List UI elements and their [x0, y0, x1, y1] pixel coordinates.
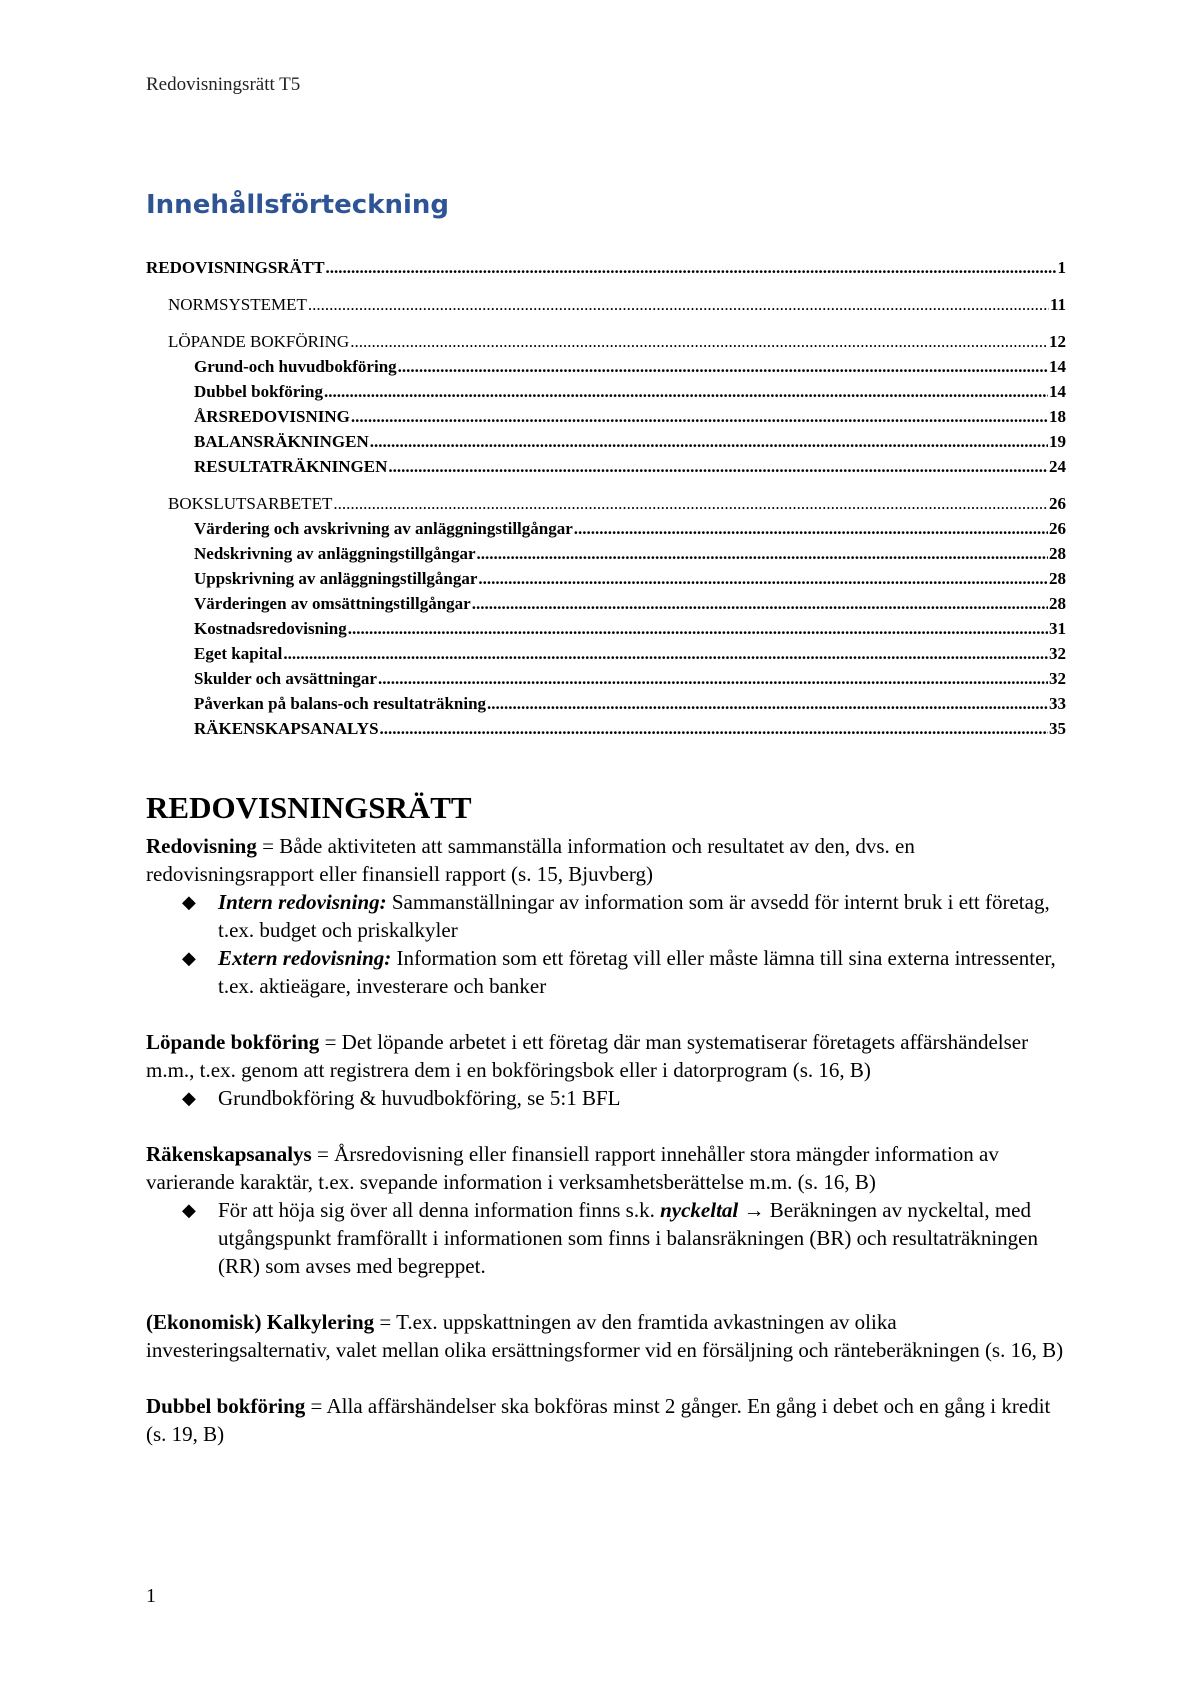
definition-text: = T.ex. uppskattningen av den framtida avkastningen av olika investeringsalternativ, valet mellan olika ersättningsformer vid en försäljning och ränteberäkningen (s. 16, B): [146, 1310, 1064, 1362]
toc-entry-label: Uppskrivning av anläggningstillgångar: [194, 569, 478, 588]
bullet-list: [146, 1196, 1066, 1280]
toc-entry[interactable]: [146, 666, 1066, 691]
document-body: [146, 790, 1066, 1448]
toc-entry[interactable]: [146, 641, 1066, 666]
toc-entry[interactable]: [146, 429, 1066, 454]
toc-entry-label: Värdering och avskrivning av anläggningstillgångar: [194, 519, 573, 538]
toc-entry-label: Skulder och avsättningar: [194, 669, 377, 688]
toc-entry-label: Kostnadsredovisning: [194, 619, 347, 638]
toc-entry-page: 26: [1049, 494, 1066, 513]
toc-entry-label: Värderingen av omsättningstillgångar: [194, 594, 471, 613]
definition-text: = Det löpande arbetet i ett företag där man systematiserar företagets affärshändelser m.m., t.ex. genom att registrera dem i en bokföringsbok eller i datorprogram (s. 16, B): [146, 1030, 1029, 1082]
bullet-text: Grundbokföring & huvudbokföring, se 5:1 BFL: [218, 1086, 621, 1110]
bullet-text: Information som ett företag vill eller måste lämna till sina externa intressenter, t.ex. aktieägare, investerare och banker: [218, 946, 1056, 998]
term: Räkenskapsanalys: [146, 1142, 312, 1166]
toc-entry-label: Nedskrivning av anläggningstillgångar: [194, 544, 476, 563]
diamond-bullet-icon: ◆: [182, 1200, 196, 1220]
toc-entry-page: 24: [1049, 457, 1066, 476]
list-item: [146, 1084, 1066, 1112]
toc-entry-page: 28: [1049, 569, 1066, 588]
definition-text: = Alla affärshändelser ska bokföras minst 2 gånger. En gång i debet och en gång i kredit (s. 19, B): [146, 1394, 1051, 1446]
definition-text: = Årsredovisning eller finansiell rapport innehåller stora mängder information av varierande karaktär, t.ex. svepande information i verksamhetsberättelse m.m. (s. 16, B): [146, 1142, 999, 1194]
list-item: [146, 888, 1066, 944]
section-heading: REDOVISNINGSRÄTT: [146, 790, 472, 825]
toc-entry-page: 28: [1049, 594, 1066, 613]
bullet-text: Beräkningen av nyckeltal, med utgångspunkt framförallt i informationen som finns i balansräkningen (BR) och resultaträkningen (RR) som avses med begreppet.: [218, 1198, 1038, 1278]
arrow-right-icon: →: [738, 1198, 770, 1222]
toc-entry[interactable]: [146, 591, 1066, 616]
diamond-bullet-icon: ◆: [182, 948, 196, 968]
toc-entry[interactable]: [146, 404, 1066, 429]
toc-entry-label: BOKSLUTSARBETET: [168, 494, 333, 513]
toc-entry-label: RÄKENSKAPSANALYS: [194, 719, 379, 738]
toc-entry-page: 19: [1049, 432, 1066, 451]
toc-title: Innehållsförteckning: [146, 190, 449, 220]
definition-kalkylering: [146, 1308, 1066, 1364]
toc-entry-label: LÖPANDE BOKFÖRING: [168, 332, 350, 351]
toc-entry-page: 14: [1049, 382, 1066, 401]
toc-entry-page: 28: [1049, 544, 1066, 563]
toc-entry[interactable]: [146, 354, 1066, 379]
toc-entry[interactable]: [146, 491, 1066, 516]
bullet-text: Sammanställningar av information som är avsedd för internt bruk i ett företag, t.ex. budget och priskalkyler: [218, 890, 1050, 942]
toc-entry-label: NORMSYSTEMET: [168, 295, 307, 314]
term: Dubbel bokföring: [146, 1394, 306, 1418]
toc-entry-page: 26: [1049, 519, 1066, 538]
toc-entry-page: 31: [1049, 619, 1066, 638]
toc-entry-page: 14: [1049, 357, 1066, 376]
toc-entry-label: RESULTATRÄKNINGEN: [194, 457, 388, 476]
definition-rakenskapsanalys: [146, 1140, 1066, 1196]
term: Intern redovisning:: [218, 890, 387, 914]
toc-entry-page: 11: [1049, 295, 1066, 314]
toc-entry-label: Dubbel bokföring: [194, 382, 323, 401]
toc-entry[interactable]: [146, 329, 1066, 354]
list-item: [146, 1196, 1066, 1280]
definition-dubbel-bokforing: [146, 1392, 1066, 1448]
bullet-text: För att höja sig över all denna information finns s.k.: [218, 1198, 661, 1222]
bullet-list: [146, 888, 1066, 1000]
toc-entry[interactable]: [146, 616, 1066, 641]
toc-entry[interactable]: [146, 716, 1066, 741]
toc-entry-label: Grund-och huvudbokföring: [194, 357, 397, 376]
toc-entry-label: Eget kapital: [194, 644, 283, 663]
page-number: 1: [146, 1585, 156, 1607]
toc-entry[interactable]: [146, 541, 1066, 566]
toc-entry[interactable]: [146, 292, 1066, 317]
toc-entry-label: ÅRSREDOVISNING: [194, 407, 350, 426]
toc-entry-page: 32: [1049, 644, 1066, 663]
toc-entry-page: 32: [1049, 669, 1066, 688]
toc-entry-page: 33: [1049, 694, 1066, 713]
toc-entry[interactable]: [146, 379, 1066, 404]
toc-entry[interactable]: [146, 255, 1066, 280]
toc-entry[interactable]: [146, 691, 1066, 716]
toc-entry-label: BALANSRÄKNINGEN: [194, 432, 369, 451]
definition-lopande-bokforing: [146, 1028, 1066, 1084]
term: Redovisning: [146, 834, 257, 858]
toc-entry[interactable]: [146, 516, 1066, 541]
diamond-bullet-icon: ◆: [182, 1088, 196, 1108]
toc-entry-label: Påverkan på balans-och resultaträkning: [194, 694, 487, 713]
term: nyckeltal: [660, 1198, 739, 1222]
term: Extern redovisning:: [218, 946, 392, 970]
toc-entry-label: REDOVISNINGSRÄTT: [146, 258, 325, 277]
definition-redovisning: [146, 832, 1066, 888]
list-item: [146, 944, 1066, 1000]
diamond-bullet-icon: ◆: [182, 892, 196, 912]
table-of-contents: [146, 255, 1066, 741]
toc-entry-page: 35: [1049, 719, 1066, 738]
toc-entry[interactable]: [146, 454, 1066, 479]
toc-entry[interactable]: [146, 566, 1066, 591]
toc-entry-page: 18: [1049, 407, 1066, 426]
page-header: Redovisningsrätt T5: [146, 74, 301, 95]
term: (Ekonomisk) Kalkylering: [146, 1310, 375, 1334]
bullet-list: [146, 1084, 1066, 1112]
toc-entry-page: 12: [1049, 332, 1066, 351]
term: Löpande bokföring: [146, 1030, 320, 1054]
toc-entry-page: 1: [1057, 258, 1066, 277]
definition-text: = Både aktiviteten att sammanställa information och resultatet av den, dvs. en redovisningsrapport eller finansiell rapport (s. 15, Bjuvberg): [146, 834, 915, 886]
